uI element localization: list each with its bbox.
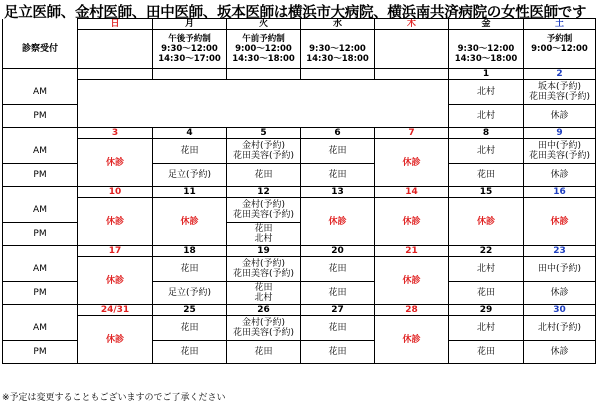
am-row (3, 257, 596, 282)
closed-cell: 休診 (375, 257, 449, 305)
am-cell: 北村 (449, 139, 524, 164)
pm-cell: 花田 (301, 164, 375, 187)
day-fri: 金 (449, 19, 524, 30)
date-cell: 27 (301, 305, 375, 316)
date-row-label (3, 128, 78, 139)
pm-cell: 休診 (524, 282, 596, 305)
date-cell: 14 (375, 187, 449, 198)
pm-cell: 花田 (227, 341, 301, 364)
weeks-body (3, 69, 596, 364)
pm-cell: 花田 (227, 164, 301, 187)
am-cell: 花田 (301, 139, 375, 164)
date-cell: 9 (524, 128, 596, 139)
date-cell: 26 (227, 305, 301, 316)
closed-cell: 休診 (78, 316, 153, 364)
day-sun: 日 (78, 19, 153, 30)
pm-label: PM (3, 223, 78, 246)
date-cell: 29 (449, 305, 524, 316)
am-row (3, 139, 596, 164)
hours-sun (78, 30, 153, 69)
date-cell: 5 (227, 128, 301, 139)
date-cell: 11 (153, 187, 227, 198)
date-row-label (3, 246, 78, 257)
am-row (3, 198, 596, 223)
pm-label: PM (3, 164, 78, 187)
am-cell: 北村(予約) (524, 316, 596, 341)
pm-cell: 花田 (153, 341, 227, 364)
date-cell: 10 (78, 187, 153, 198)
pm-cell: 休診 (524, 164, 596, 187)
corner-cell (3, 19, 78, 30)
pm-cell: 北村 (449, 105, 524, 128)
empty-cell (78, 80, 449, 128)
date-cell: 12 (227, 187, 301, 198)
closed-cell: 休診 (78, 257, 153, 305)
am-row (3, 316, 596, 341)
am-cell: 花田 (153, 257, 227, 282)
day-tue: 火 (227, 19, 301, 30)
am-cell: 金村(予約) 花田美容(予約) (227, 198, 301, 223)
hours-mon: 午後予約制 9:30～12:00 14:30～17:00 (153, 30, 227, 69)
date-cell (301, 69, 375, 80)
closed-cell: 休診 (449, 198, 524, 246)
pm-cell: 花田 (301, 282, 375, 305)
pm-cell: 休診 (524, 105, 596, 128)
pm-cell: 足立(予約) (153, 164, 227, 187)
date-row (3, 246, 596, 257)
closed-cell: 休診 (78, 139, 153, 187)
pm-cell: 花田 (449, 341, 524, 364)
am-label: AM (3, 198, 78, 223)
date-cell: 13 (301, 187, 375, 198)
date-cell: 4 (153, 128, 227, 139)
date-row-label (3, 187, 78, 198)
date-cell: 30 (524, 305, 596, 316)
date-cell (78, 69, 153, 80)
am-cell: 北村 (449, 257, 524, 282)
am-cell: 田中(予約) (524, 257, 596, 282)
closed-cell: 休診 (375, 316, 449, 364)
am-cell: 北村 (449, 80, 524, 105)
am-label: AM (3, 316, 78, 341)
day-thu: 木 (375, 19, 449, 30)
pm-cell: 花田 北村 (227, 223, 301, 246)
date-cell: 6 (301, 128, 375, 139)
am-cell: 花田 (301, 316, 375, 341)
pm-cell: 休診 (524, 341, 596, 364)
date-row-label (3, 305, 78, 316)
date-row (3, 305, 596, 316)
date-cell: 28 (375, 305, 449, 316)
am-cell: 金村(予約) 花田美容(予約) (227, 139, 301, 164)
hours-wed: 9:30～12:00 14:30～18:00 (301, 30, 375, 69)
pm-cell: 花田 (449, 282, 524, 305)
hours-row (3, 30, 596, 69)
date-cell: 15 (449, 187, 524, 198)
date-cell: 18 (153, 246, 227, 257)
date-cell: 20 (301, 246, 375, 257)
date-cell: 8 (449, 128, 524, 139)
schedule-table (2, 18, 596, 364)
closed-cell: 休診 (524, 198, 596, 246)
am-row (3, 80, 596, 105)
date-cell: 22 (449, 246, 524, 257)
pm-cell: 花田 (301, 341, 375, 364)
date-row (3, 69, 596, 80)
am-cell: 花田 (153, 316, 227, 341)
hours-tue: 午前予約制 9:00～12:00 14:30～18:00 (227, 30, 301, 69)
date-cell: 2 (524, 69, 596, 80)
pm-cell: 花田 (449, 164, 524, 187)
date-row (3, 187, 596, 198)
day-sat: 土 (524, 19, 596, 30)
date-cell: 19 (227, 246, 301, 257)
weekday-header-row (3, 19, 596, 30)
reception-label: 診察受付 (3, 30, 78, 69)
footnote: ※予定は変更することもございますのでご了承ください (2, 393, 226, 403)
pm-label: PM (3, 282, 78, 305)
am-label: AM (3, 139, 78, 164)
date-cell (375, 69, 449, 80)
date-cell: 3 (78, 128, 153, 139)
pm-label: PM (3, 105, 78, 128)
am-label: AM (3, 257, 78, 282)
am-cell: 坂本(予約) 花田美容(予約) (524, 80, 596, 105)
am-cell: 花田 (301, 257, 375, 282)
am-cell: 金村(予約) 花田美容(予約) (227, 316, 301, 341)
date-cell: 25 (153, 305, 227, 316)
am-label: AM (3, 80, 78, 105)
closed-cell: 休診 (78, 198, 153, 246)
pm-cell: 足立(予約) (153, 282, 227, 305)
day-wed: 水 (301, 19, 375, 30)
date-cell (227, 69, 301, 80)
am-cell: 金村(予約) 花田美容(予約) (227, 257, 301, 282)
date-cell (153, 69, 227, 80)
pm-label: PM (3, 341, 78, 364)
am-cell: 北村 (449, 316, 524, 341)
hours-thu (375, 30, 449, 69)
date-row (3, 128, 596, 139)
day-mon: 月 (153, 19, 227, 30)
date-row-label (3, 69, 78, 80)
am-cell: 田中(予約) 花田美容(予約) (524, 139, 596, 164)
hours-sat: 予約制 9:00～12:00 (524, 30, 596, 69)
page-title: 足立医師、金村医師、田中医師、坂本医師は横浜市大病院、横浜南共済病院の女性医師です (4, 5, 587, 21)
pm-cell: 花田 北村 (227, 282, 301, 305)
date-cell: 7 (375, 128, 449, 139)
closed-cell: 休診 (153, 198, 227, 246)
date-cell: 16 (524, 187, 596, 198)
hours-fri: 9:30～12:00 14:30～18:00 (449, 30, 524, 69)
date-cell: 1 (449, 69, 524, 80)
date-cell: 17 (78, 246, 153, 257)
date-cell: 21 (375, 246, 449, 257)
closed-cell: 休診 (375, 139, 449, 187)
closed-cell: 休診 (375, 198, 449, 246)
date-cell: 23 (524, 246, 596, 257)
closed-cell: 休診 (301, 198, 375, 246)
am-cell: 花田 (153, 139, 227, 164)
date-cell: 24/31 (78, 305, 153, 316)
